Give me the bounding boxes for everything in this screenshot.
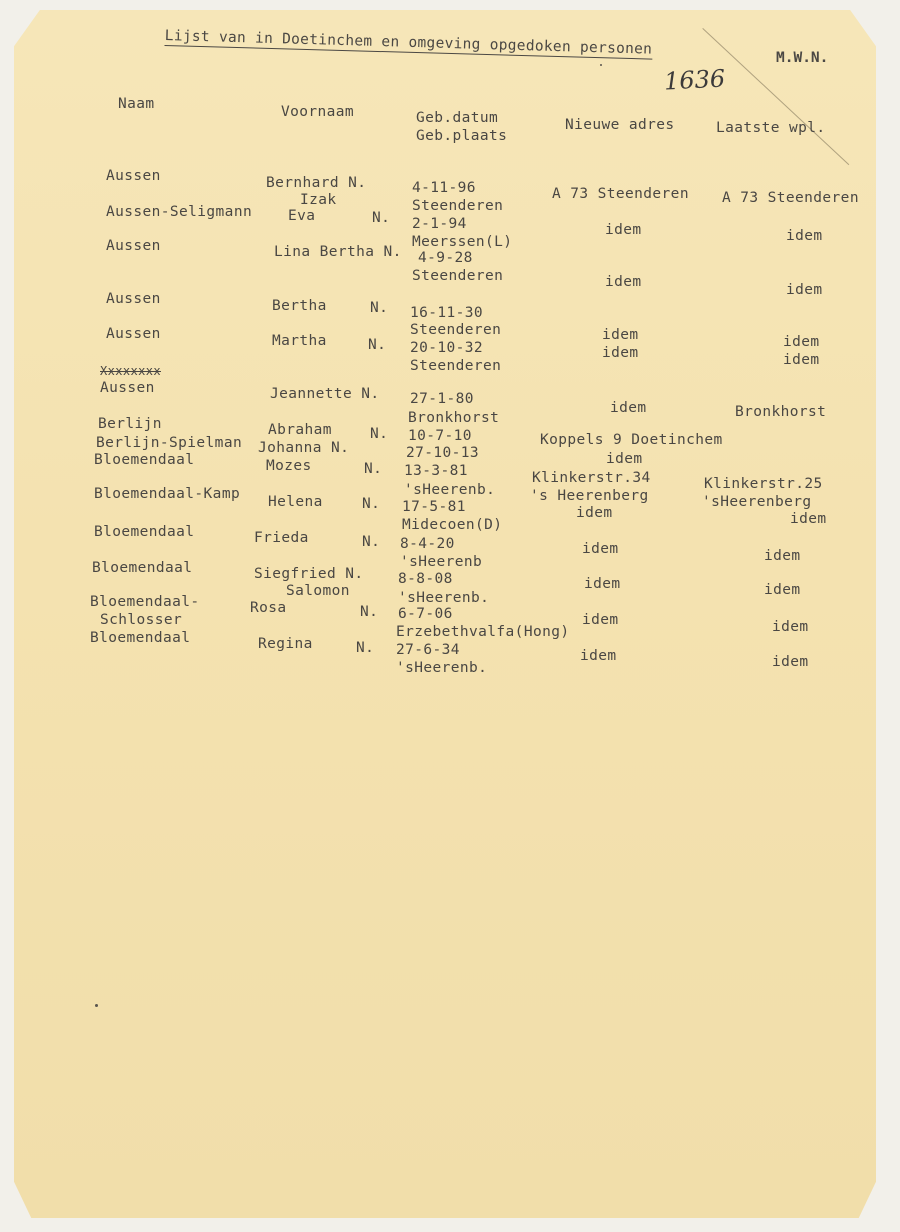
row-0-plaats: Steenderen (412, 198, 504, 214)
row-0-naam: Aussen (106, 168, 161, 184)
paper-speck (600, 64, 602, 66)
paper-speck (95, 1004, 98, 1007)
row-3-adres: idem (602, 327, 639, 343)
row-4-datum: 20-10-32 (410, 340, 484, 356)
row-1-wpl: idem (786, 228, 823, 244)
row-10-n: N. (362, 534, 381, 550)
row-11-adres: idem (584, 576, 621, 592)
document-title: Lijst van in Doetinchem en omgeving opgedoken personen (164, 28, 653, 58)
row-8-naam: Bloemendaal (94, 452, 195, 468)
row-1-plaats: Meerssen(L) (412, 234, 513, 250)
row-8-voornaam: Mozes (266, 458, 312, 474)
header-geb-plaats: Geb.plaats (416, 128, 508, 144)
row-0-voornaam2: Izak (300, 192, 337, 208)
row-5-wpl: Bronkhorst (735, 404, 827, 420)
row-11-voornaam: Siegfried N. (254, 566, 364, 582)
row-7-naam: Berlijn-Spielman (96, 435, 243, 451)
row-10-adres: idem (582, 541, 619, 557)
row-6-voornaam: Abraham (268, 422, 332, 438)
row-12-voornaam: Rosa (250, 600, 287, 616)
row-7-voornaam: Johanna N. (258, 440, 350, 456)
row-8-plaats: 'sHeerenb. (404, 482, 496, 498)
row-3-datum: 16-11-30 (410, 305, 484, 321)
row-4-n: N. (368, 337, 387, 353)
row-7-datum: 27-10-13 (406, 445, 480, 461)
row-2-datum: 4-9-28 (418, 250, 473, 266)
row-5-struck: Xxxxxxxx (100, 364, 161, 378)
row-1-voornaam: Eva (288, 208, 316, 224)
row-12-datum: 6-7-06 (398, 606, 453, 622)
row-8-n: N. (364, 461, 383, 477)
row-3-n: N. (370, 300, 389, 316)
row-9-n: N. (362, 496, 381, 512)
row-10-wpl: idem (764, 548, 801, 564)
row-2-wpl: idem (786, 282, 823, 298)
row-0-adres: A 73 Steenderen (552, 186, 689, 202)
document-code: M.W.N. (776, 50, 829, 66)
row-7-adres: idem (606, 451, 643, 467)
row-2-adres: idem (605, 274, 642, 290)
row-8-wpl2: 'sHeerenberg (702, 494, 812, 510)
row-4-wpl: idem (783, 352, 820, 368)
row-5-plaats: Bronkhorst (408, 410, 500, 426)
row-6-datum: 10-7-10 (408, 428, 472, 444)
row-10-voornaam: Frieda (254, 530, 309, 546)
row-4-adres: idem (602, 345, 639, 361)
row-8-adres2: 's Heerenberg (530, 488, 649, 504)
row-12-naam: Bloemendaal- (90, 594, 200, 610)
row-10-naam: Bloemendaal (94, 524, 195, 540)
row-5-adres: idem (610, 400, 647, 416)
row-6-n: N. (370, 426, 389, 442)
row-6-naam: Berlijn (98, 416, 162, 432)
row-4-naam: Aussen (106, 326, 161, 342)
row-13-wpl: idem (772, 654, 809, 670)
row-13-voornaam: Regina (258, 636, 313, 652)
row-3-wpl: idem (783, 334, 820, 350)
row-13-datum: 27-6-34 (396, 642, 460, 658)
row-9-wpl: idem (790, 511, 827, 527)
row-5-voornaam: Jeannette N. (270, 386, 380, 402)
row-3-plaats: Steenderen (410, 322, 502, 338)
row-4-plaats: Steenderen (410, 358, 502, 374)
handwritten-number: 1636 (663, 64, 726, 96)
row-9-plaats: Midecoen(D) (402, 517, 503, 533)
row-1-datum: 2-1-94 (412, 216, 467, 232)
header-geb-datum: Geb.datum (416, 110, 499, 126)
row-11-plaats: 'sHeerenb. (398, 590, 490, 606)
row-2-naam: Aussen (106, 238, 161, 254)
row-12-naam2: Schlosser (100, 612, 183, 628)
row-2-voornaam: Lina Bertha N. (274, 244, 402, 260)
row-1-n: N. (372, 210, 391, 226)
header-nieuwe-adres: Nieuwe adres (565, 117, 675, 133)
row-13-adres: idem (580, 648, 617, 664)
header-voornaam: Voornaam (281, 104, 355, 120)
row-1-adres: idem (605, 222, 642, 238)
row-3-voornaam: Bertha (272, 298, 327, 314)
row-12-adres: idem (582, 612, 619, 628)
header-naam: Naam (118, 96, 155, 112)
row-9-naam: Bloemendaal-Kamp (94, 486, 241, 502)
row-11-wpl: idem (764, 582, 801, 598)
row-13-n: N. (356, 640, 375, 656)
row-5-datum: 27-1-80 (410, 391, 474, 407)
row-6-adres: Koppels 9 Doetinchem (540, 432, 723, 448)
row-11-voornaam2: Salomon (286, 583, 350, 599)
row-12-wpl: idem (772, 619, 809, 635)
row-0-wpl: A 73 Steenderen (722, 190, 859, 206)
header-laatste-wpl: Laatste wpl. (716, 120, 826, 136)
row-10-datum: 8-4-20 (400, 536, 455, 552)
row-12-plaats: Erzebethvalfa(Hong) (396, 624, 570, 640)
row-8-wpl: Klinkerstr.25 (704, 476, 823, 492)
row-11-naam: Bloemendaal (92, 560, 193, 576)
row-11-datum: 8-8-08 (398, 571, 453, 587)
row-9-adres: idem (576, 505, 613, 521)
row-10-plaats: 'sHeerenb (400, 554, 483, 570)
row-0-datum: 4-11-96 (412, 180, 476, 196)
row-2-plaats: Steenderen (412, 268, 504, 284)
row-5-naam: Aussen (100, 380, 155, 396)
row-4-voornaam: Martha (272, 333, 327, 349)
row-13-naam: Bloemendaal (90, 630, 191, 646)
row-13-plaats: 'sHeerenb. (396, 660, 488, 676)
row-12-n: N. (360, 604, 379, 620)
row-8-datum: 13-3-81 (404, 463, 468, 479)
row-0-voornaam: Bernhard N. (266, 175, 367, 191)
row-9-datum: 17-5-81 (402, 499, 466, 515)
row-9-voornaam: Helena (268, 494, 323, 510)
row-3-naam: Aussen (106, 291, 161, 307)
row-1-naam: Aussen-Seligmann (106, 204, 253, 220)
row-8-adres: Klinkerstr.34 (532, 470, 651, 486)
